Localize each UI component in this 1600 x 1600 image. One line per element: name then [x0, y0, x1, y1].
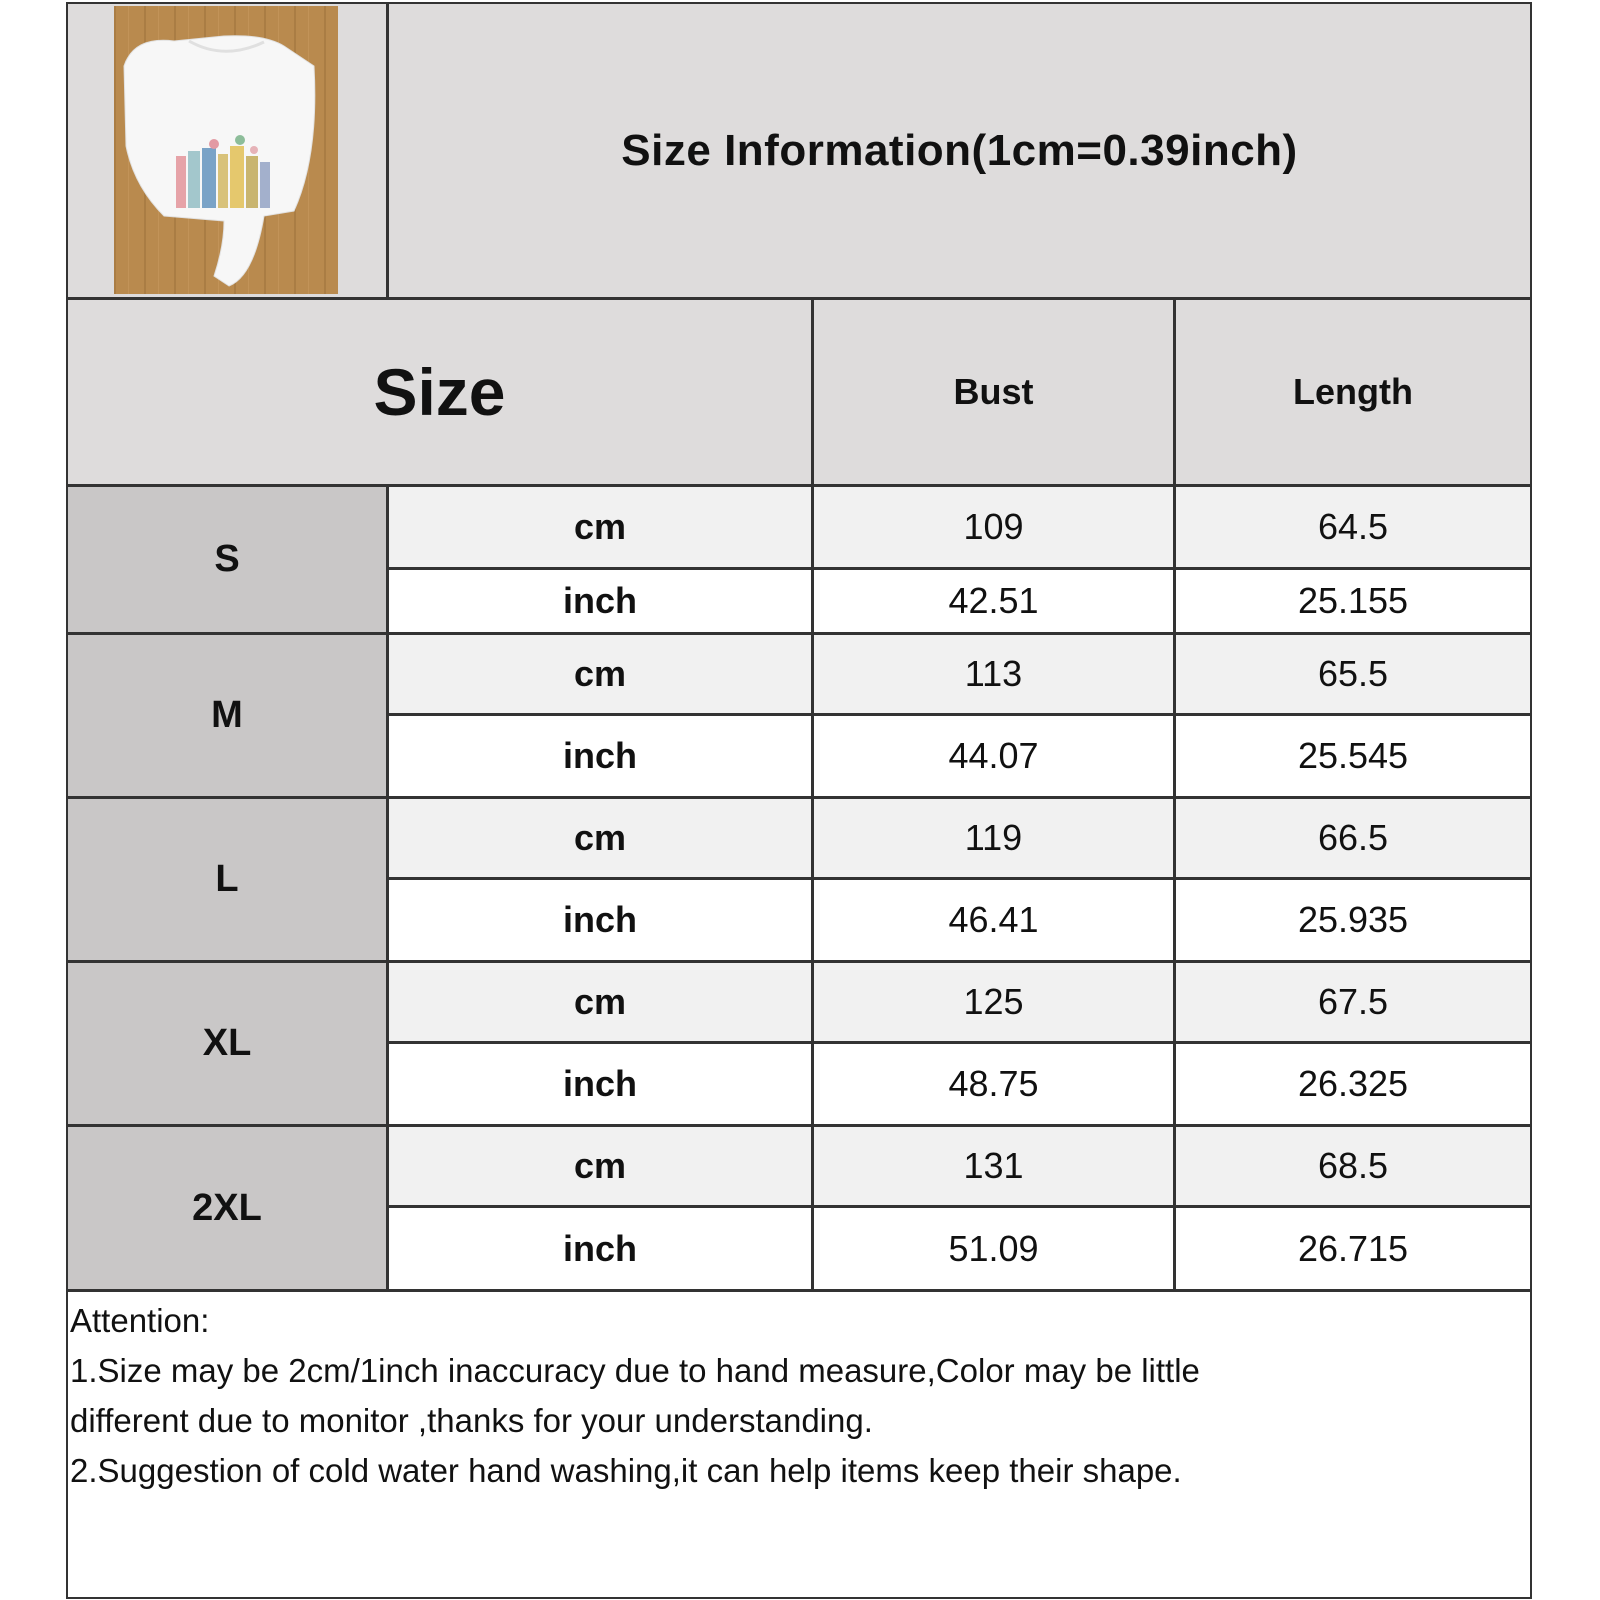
bust-value: 119 [814, 799, 1173, 877]
bust-value: 113 [814, 635, 1173, 713]
product-image [114, 6, 338, 294]
grid-line [66, 484, 1532, 487]
grid-line [386, 877, 1532, 880]
unit-label: cm [389, 1127, 811, 1205]
length-value: 65.5 [1176, 635, 1530, 713]
bust-value: 131 [814, 1127, 1173, 1205]
grid-line [66, 1289, 1532, 1292]
length-value: 67.5 [1176, 963, 1530, 1041]
sweatshirt-illustration [114, 6, 338, 294]
length-value: 26.325 [1176, 1044, 1530, 1124]
unit-label: cm [389, 635, 811, 713]
grid-line [386, 1041, 1532, 1044]
grid-line [1173, 297, 1176, 1292]
notes-line: 2.Suggestion of cold water hand washing,it can help items keep their shape. [70, 1452, 1182, 1489]
notes-line: different due to monitor ,thanks for your understanding. [70, 1402, 873, 1439]
bust-value: 44.07 [814, 716, 1173, 796]
unit-label: cm [389, 799, 811, 877]
size-label: M [68, 635, 386, 796]
unit-label: inch [389, 1208, 811, 1289]
length-value: 25.935 [1176, 880, 1530, 960]
length-column-header: Length [1176, 300, 1530, 484]
length-value: 68.5 [1176, 1127, 1530, 1205]
page-title: Size Information(1cm=0.39inch) [389, 4, 1530, 297]
unit-label: inch [389, 880, 811, 960]
grid-line [811, 297, 814, 1292]
length-value: 25.545 [1176, 716, 1530, 796]
bust-column-header: Bust [814, 300, 1173, 484]
bust-value: 51.09 [814, 1208, 1173, 1289]
size-label: L [68, 799, 386, 960]
unit-label: inch [389, 1044, 811, 1124]
unit-label: cm [389, 963, 811, 1041]
size-column-header: Size [68, 300, 811, 484]
bust-value: 48.75 [814, 1044, 1173, 1124]
grid-line [66, 632, 1532, 635]
size-label: XL [68, 963, 386, 1124]
bust-value: 125 [814, 963, 1173, 1041]
grid-line [66, 960, 1532, 963]
size-label: 2XL [68, 1127, 386, 1289]
unit-label: cm [389, 487, 811, 567]
length-value: 64.5 [1176, 487, 1530, 567]
grid-line [66, 1124, 1532, 1127]
grid-line [386, 2, 389, 297]
bust-value: 109 [814, 487, 1173, 567]
length-value: 66.5 [1176, 799, 1530, 877]
grid-line [386, 713, 1532, 716]
size-label: S [68, 487, 386, 632]
grid-line [386, 567, 1532, 570]
notes-heading: Attention: [70, 1302, 210, 1339]
grid-line [386, 484, 389, 1292]
grid-line [66, 297, 1532, 300]
attention-notes [70, 1296, 1510, 1496]
bust-value: 42.51 [814, 570, 1173, 632]
unit-label: inch [389, 570, 811, 632]
bust-value: 46.41 [814, 880, 1173, 960]
grid-line [66, 796, 1532, 799]
notes-line: 1.Size may be 2cm/1inch inaccuracy due to hand measure,Color may be little [70, 1352, 1200, 1389]
length-value: 25.155 [1176, 570, 1530, 632]
length-value: 26.715 [1176, 1208, 1530, 1289]
unit-label: inch [389, 716, 811, 796]
grid-line [386, 1205, 1532, 1208]
